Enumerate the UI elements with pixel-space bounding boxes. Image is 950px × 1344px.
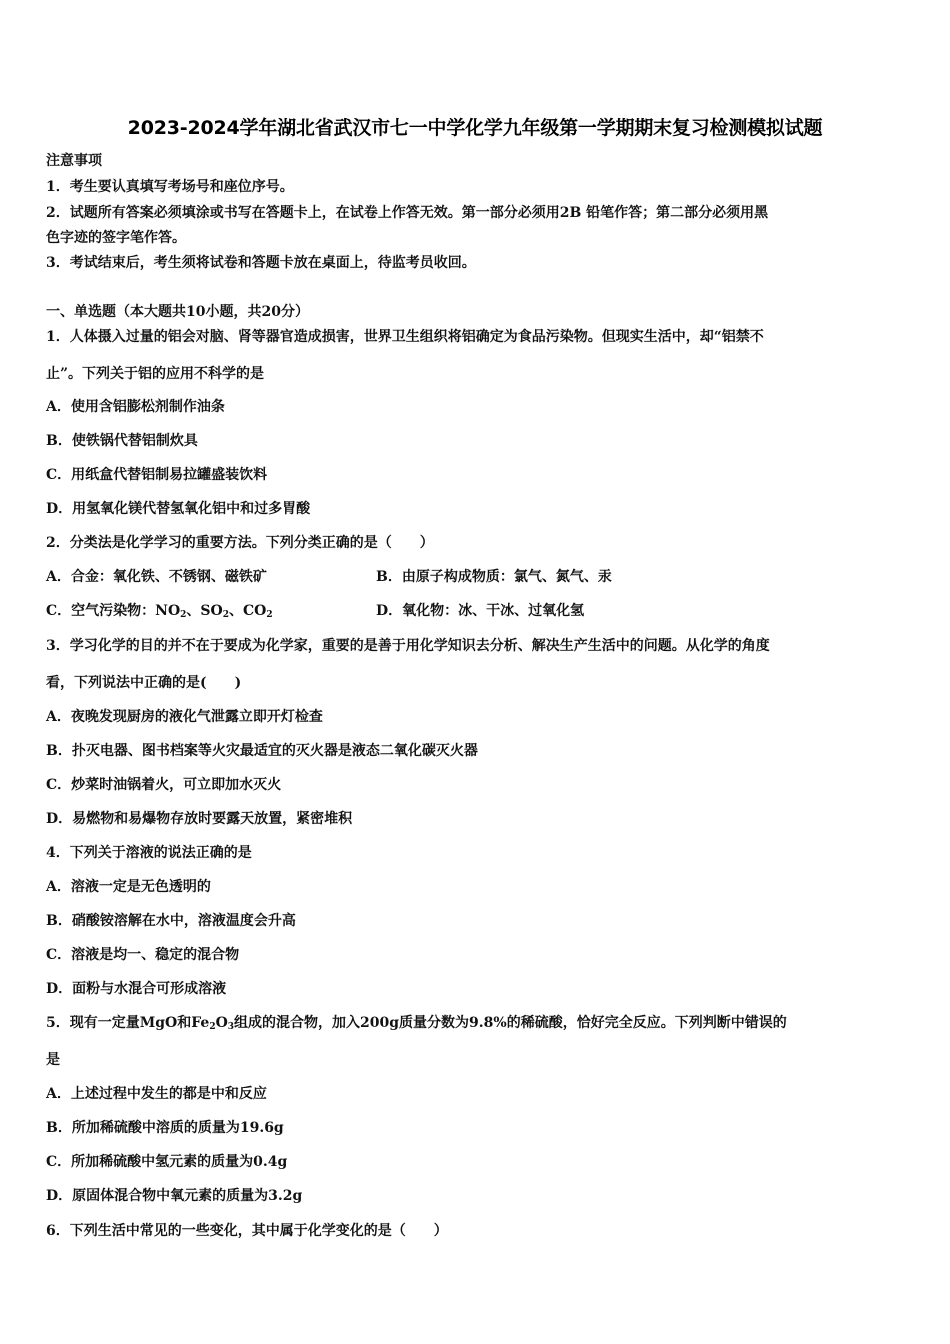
q6-stem: 6．下列生活中常见的一些变化，其中属于化学变化的是（ ） <box>46 1223 448 1239</box>
q5-stem-line1: 5．现有一定量MgO和$Fe_2O_3$组成的混合物，加入200g质量分数为9.8%的稀硫酸，恰好完全反应。下列判断中错误的 <box>46 1015 787 1032</box>
q2-options-row1 <box>46 568 908 586</box>
notice-heading: 注意事项 <box>46 153 102 169</box>
q3-option-c: C．炒菜时油锅着火，可立即加水灭火 <box>46 777 282 793</box>
q2-options-row2 <box>46 602 908 620</box>
exam-title: 2023-2024学年湖北省武汉市七一中学化学九年级第一学期期末复习检测模拟试题 <box>127 117 823 139</box>
q5-stem-line2: 是 <box>46 1052 60 1068</box>
q4-option-c: C．溶液是均一、稳定的混合物 <box>46 947 240 963</box>
q1-option-d: D．用氢氧化镁代替氢氧化铝中和过多胃酸 <box>46 501 311 517</box>
q1-option-b: B．使铁锅代替铝制炊具 <box>46 433 198 449</box>
q2-option-d: D．氧化物：冰、干冰、过氧化氢 <box>376 603 585 619</box>
notice-item-2-cont: 色字迹的签字笔作答。 <box>46 230 186 246</box>
q5-option-a: A．上述过程中发生的都是中和反应 <box>46 1086 267 1102</box>
notice-item-2: 2．试题所有答案必须填涂或书写在答题卡上，在试卷上作答无效。第一部分必须用2B 铅笔作答；第二部分必须用黑 <box>46 205 769 221</box>
q5-option-b: B．所加稀硫酸中溶质的质量为19.6g <box>46 1120 284 1136</box>
q2-option-c: C．空气污染物：$NO_2$、$SO_2$、$CO_2$ <box>46 603 273 620</box>
q4-option-a: A．溶液一定是无色透明的 <box>46 879 211 895</box>
q2-option-b: B．由原子构成物质：氯气、氮气、汞 <box>376 569 612 585</box>
q3-option-a: A．夜晚发现厨房的液化气泄露立即开灯检查 <box>46 709 323 725</box>
notice-item-3: 3．考试结束后，考生须将试卷和答题卡放在桌面上，待监考员收回。 <box>46 255 476 271</box>
q1-option-a: A．使用含铝膨松剂制作油条 <box>46 399 225 415</box>
q4-option-d: D．面粉与水混合可形成溶液 <box>46 981 227 997</box>
q3-stem-line1: 3．学习化学的目的并不在于要成为化学家，重要的是善于用化学知识去分析、解决生产生活中的问题。从化学的角度 <box>46 638 770 654</box>
q3-stem-line2: 看，下列说法中正确的是( ) <box>46 675 242 691</box>
q4-option-b: B．硝酸铵溶解在水中，溶液温度会升高 <box>46 913 296 929</box>
q3-option-d: D．易燃物和易爆物存放时要露天放置，紧密堆积 <box>46 811 353 827</box>
q1-stem-line2: 止”。下列关于铝的应用不科学的是 <box>46 366 265 382</box>
q4-stem: 4．下列关于溶液的说法正确的是 <box>46 845 252 861</box>
q1-stem-line1: 1．人体摄入过量的铝会对脑、肾等器官造成损害，世界卫生组织将铝确定为食品污染物。但现实生活中，却“铝禁不 <box>46 329 764 345</box>
q2-stem: 2．分类法是化学学习的重要方法。下列分类正确的是（ ） <box>46 535 434 551</box>
q3-option-b: B．扑灭电器、图书档案等火灾最适宜的灭火器是液态二氧化碳灭火器 <box>46 743 478 759</box>
q2-option-a: A．合金：氧化铁、不锈钢、磁铁矿 <box>46 569 267 585</box>
q5-option-c: C．所加稀硫酸中氢元素的质量为0.4g <box>46 1154 288 1170</box>
section-heading: 一、单选题（本大题共10小题，共20分） <box>46 304 309 320</box>
q5-option-d: D．原固体混合物中氧元素的质量为3.2g <box>46 1188 303 1204</box>
notice-item-1: 1．考生要认真填写考场号和座位序号。 <box>46 179 294 195</box>
q1-option-c: C．用纸盒代替铝制易拉罐盛装饮料 <box>46 467 268 483</box>
